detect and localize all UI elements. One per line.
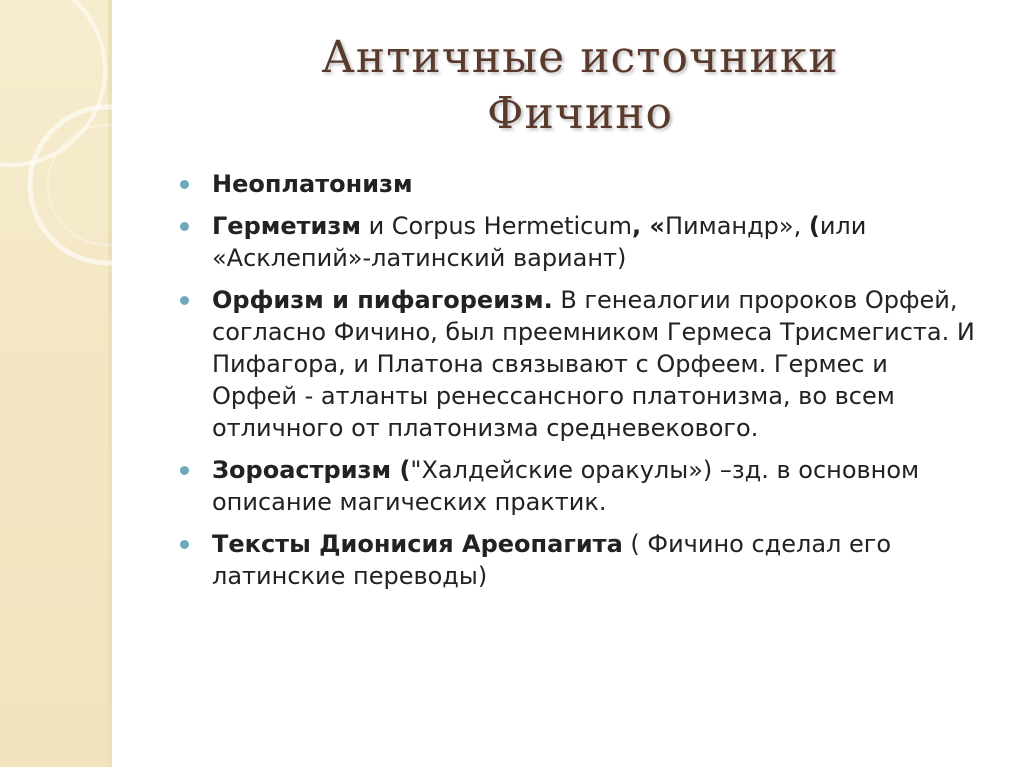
bullet-dot-icon	[180, 296, 189, 305]
item-text: В генеалогии пророков Орфей, согласно Фичино, был преемником Гермеса Трисмегиста. И Пифагора, и Платона связывают с Орфеем. Гермес и Орфей - атланты ренессансного платонизма, во всем отличного от платонизма средневекового.	[212, 286, 975, 442]
item-bold: Неоплатонизм	[212, 170, 413, 198]
bullet-dot-icon	[180, 180, 189, 189]
bullet-list	[180, 168, 980, 602]
item-bold: Зороастризм (	[212, 456, 411, 484]
list-item	[180, 168, 980, 200]
title-line-2: Фичино	[486, 88, 674, 139]
item-text: "Халдейские оракулы») –зд. в основном описание магических практик.	[212, 456, 920, 516]
slide-title	[160, 30, 1000, 142]
list-item	[180, 284, 980, 444]
list-item	[180, 210, 980, 274]
list-item	[180, 454, 980, 518]
bullet-dot-icon	[180, 222, 189, 231]
bullet-dot-icon	[180, 540, 189, 549]
decorative-rings	[0, 0, 112, 320]
item-text: и Corpus Hermeticum	[360, 212, 632, 240]
item-bold: Орфизм и пифагореизм.	[212, 286, 553, 314]
bullet-dot-icon	[180, 466, 189, 475]
title-line-1: Античные источники	[321, 32, 839, 83]
item-bold: Тексты Дионисия Ареопагита	[212, 530, 623, 558]
list-item	[180, 528, 980, 592]
item-text: или «Асклепий»-латинский вариант)	[212, 212, 867, 272]
item-text: Пимандр»,	[664, 212, 809, 240]
item-bold: , «	[631, 212, 665, 240]
item-bold: Герметизм	[212, 212, 361, 240]
item-bold: (	[808, 212, 820, 240]
item-text: ( Фичино сделал его латинские переводы)	[212, 530, 892, 590]
